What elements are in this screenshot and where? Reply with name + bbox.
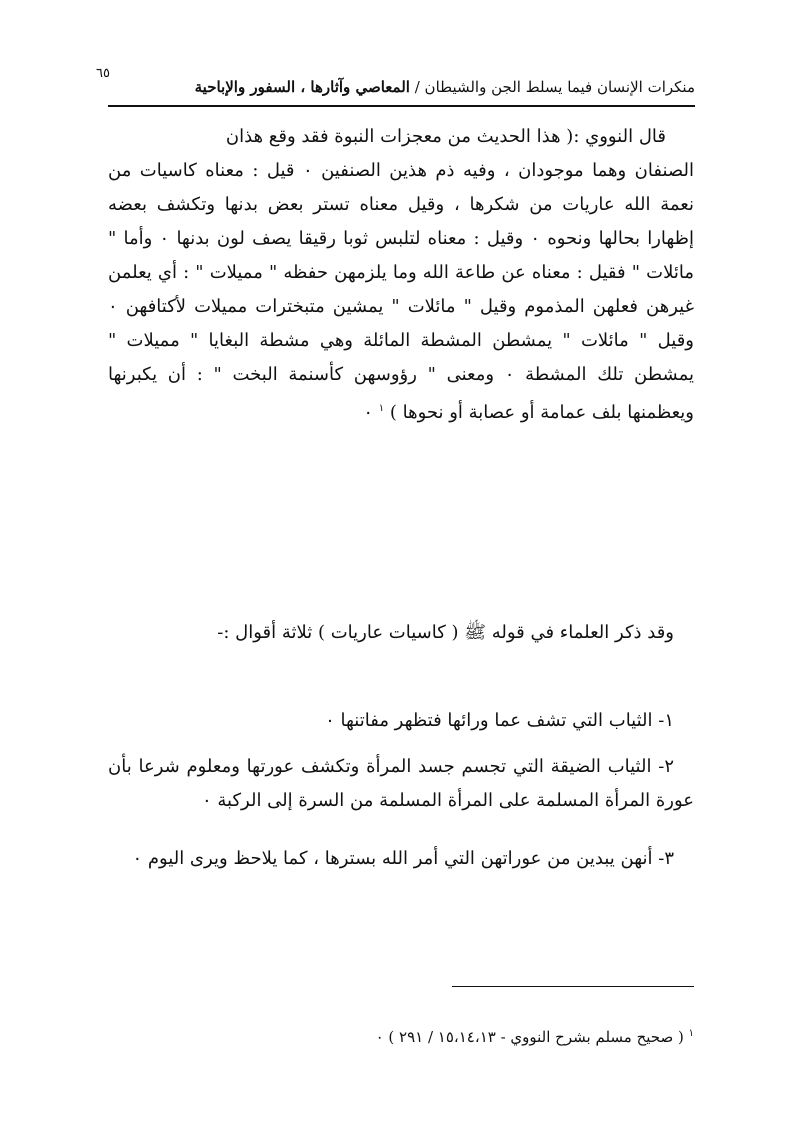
quote-end: ٠	[363, 402, 379, 423]
intro-paragraph: وقد ذكر العلماء في قوله ﷺ ( كاسيات عاريات ) ثلاثة أقوال :-	[217, 622, 674, 643]
header-chapter-title: المعاصي وآثارها ، السفور والإباحية	[194, 78, 410, 96]
list-item-3: ٣- أنهن يبدين من عوراتهن التي أمر الله بسترها ، كما يلاحظ ويرى اليوم ٠	[132, 848, 674, 869]
footnote-separator	[452, 986, 694, 987]
running-header	[110, 78, 695, 96]
footnote-marker: ١	[688, 1028, 694, 1039]
header-rule	[108, 105, 695, 107]
page-number: ٦٥	[96, 66, 110, 81]
footnote-reference[interactable]: ١	[378, 403, 385, 414]
quote-body: الصنفان وهما موجودان ، وفيه ذم هذين الصنفين ٠ قيل : معناه كاسيات من نعمة الله عاريات من شكرها ، وقيل معناه تستر بعض بدنها وتكشف بعضه إظهارا بحالها ونحوه ٠ وقيل : معناه لتلبس ثوبا رقيقا يصف لون بدنها ٠ وأما " مائلات " فقيل : معناه عن طاعة الله وما يلزمهن حفظه " مميلات " : أي يعلمن غيرهن فعلهن المذموم وقيل " مائلات " يمشين متبخترات مميلات لأكتافهن ٠ وقيل " مائلات " يمشطن المشطة المائلة وهي مشطة البغايا " مميلات " يمشطن تلك المشطة ٠ ومعنى " رؤوسهن كأسنمة البخت " : أن يكبرنها ويعظمنها بلف عمامة أو عصابة أو نحوها )	[108, 160, 694, 423]
list-item-2: ٢- الثياب الضيقة التي تجسم جسد المرأة وتكشف عورتها ومعلوم شرعا بأن عورة المرأة المسلمة على المرأة المسلمة من السرة إلى الركبة ٠	[108, 756, 694, 811]
list-item-1: ١- الثياب التي تشف عما ورائها فتظهر مفاتنها ٠	[325, 710, 674, 731]
footnote-text: ( صحيح مسلم بشرح النووي - ١٥،١٤،١٣ / ٢٩١ ) ٠	[375, 1028, 689, 1046]
quote-first-line: قال النووي :( هذا الحديث من معجزات النبوة فقد وقع هذان	[225, 126, 666, 147]
nawawi-quote-paragraph	[108, 120, 694, 430]
footnote	[200, 1028, 694, 1046]
header-book-title: منكرات الإنسان فيما يسلط الجن والشيطان /	[409, 78, 695, 96]
